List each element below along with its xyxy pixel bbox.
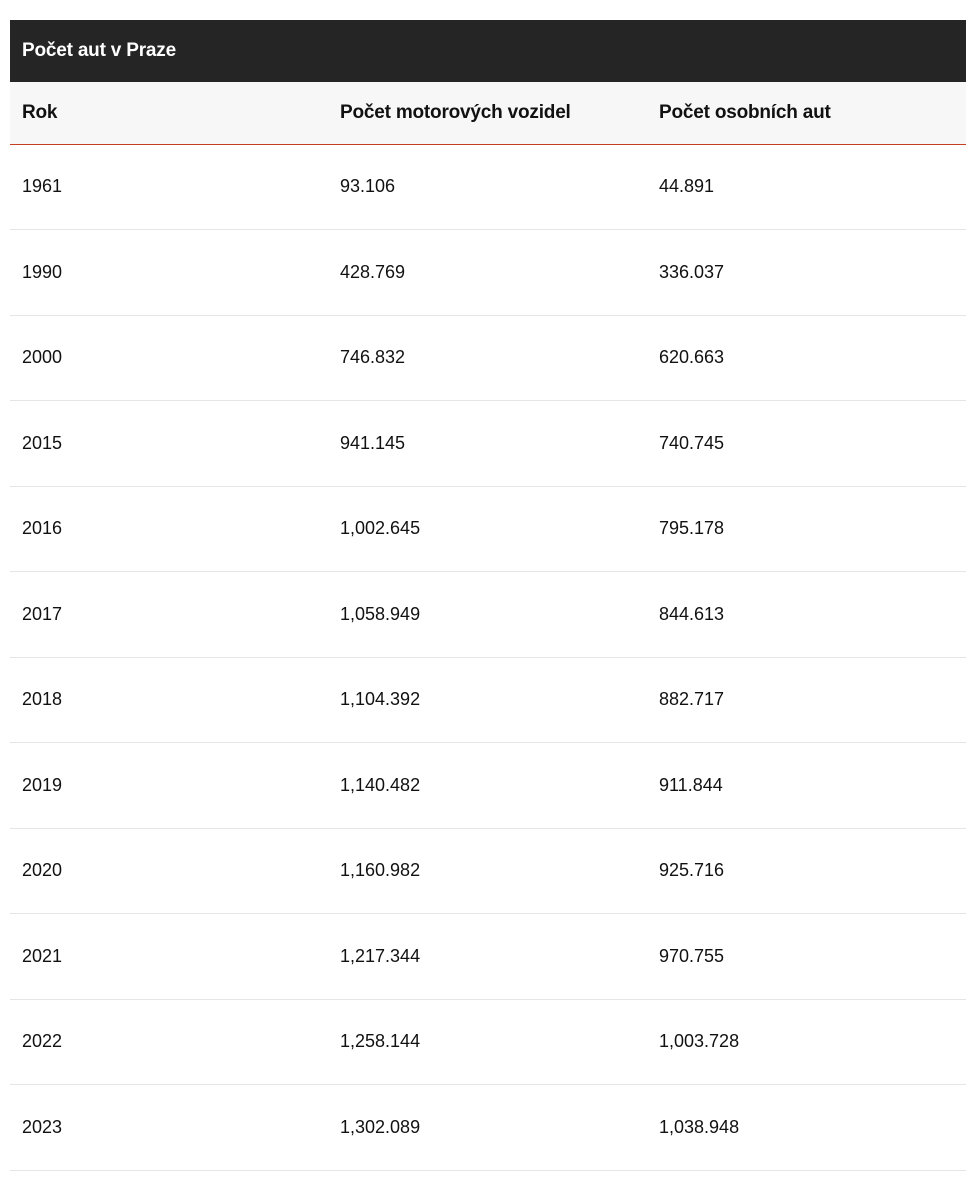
cell-year: 2000 [10, 315, 328, 401]
cell-year: 2023 [10, 1085, 328, 1171]
cell-year: 2019 [10, 743, 328, 829]
cell-motor-vehicles: 746.832 [328, 315, 647, 401]
table-body [10, 144, 966, 1170]
cell-passenger-cars: 336.037 [647, 230, 966, 316]
cell-passenger-cars: 740.745 [647, 401, 966, 487]
cell-passenger-cars: 911.844 [647, 743, 966, 829]
cell-passenger-cars: 925.716 [647, 828, 966, 914]
table-row [10, 572, 966, 658]
table-row [10, 914, 966, 1000]
table-title: Počet aut v Praze [10, 20, 966, 82]
cell-passenger-cars: 795.178 [647, 486, 966, 572]
cell-passenger-cars: 970.755 [647, 914, 966, 1000]
cell-passenger-cars: 1,003.728 [647, 999, 966, 1085]
table-row [10, 486, 966, 572]
data-table [10, 82, 966, 1171]
table-row [10, 315, 966, 401]
cell-year: 2015 [10, 401, 328, 487]
cell-motor-vehicles: 1,058.949 [328, 572, 647, 658]
table-row [10, 1085, 966, 1171]
cell-passenger-cars: 882.717 [647, 657, 966, 743]
table-row [10, 657, 966, 743]
cell-year: 2018 [10, 657, 328, 743]
cell-motor-vehicles: 1,140.482 [328, 743, 647, 829]
cell-passenger-cars: 620.663 [647, 315, 966, 401]
cell-year: 1990 [10, 230, 328, 316]
cell-year: 2022 [10, 999, 328, 1085]
cell-motor-vehicles: 1,258.144 [328, 999, 647, 1085]
cell-passenger-cars: 1,038.948 [647, 1085, 966, 1171]
column-header-motor-vehicles: Počet motorových vozidel [328, 82, 647, 144]
cell-year: 2016 [10, 486, 328, 572]
table-row [10, 828, 966, 914]
cell-motor-vehicles: 941.145 [328, 401, 647, 487]
cell-motor-vehicles: 1,002.645 [328, 486, 647, 572]
table-row [10, 401, 966, 487]
cell-motor-vehicles: 1,104.392 [328, 657, 647, 743]
table-row [10, 230, 966, 316]
cell-passenger-cars: 844.613 [647, 572, 966, 658]
cell-year: 2017 [10, 572, 328, 658]
cell-motor-vehicles: 428.769 [328, 230, 647, 316]
cell-motor-vehicles: 1,160.982 [328, 828, 647, 914]
cell-motor-vehicles: 93.106 [328, 144, 647, 230]
table-row [10, 144, 966, 230]
column-header-passenger-cars: Počet osobních aut [647, 82, 966, 144]
cell-passenger-cars: 44.891 [647, 144, 966, 230]
header-row [10, 82, 966, 144]
table-row [10, 999, 966, 1085]
cell-motor-vehicles: 1,217.344 [328, 914, 647, 1000]
column-header-year: Rok [10, 82, 328, 144]
cell-year: 2021 [10, 914, 328, 1000]
cell-year: 1961 [10, 144, 328, 230]
cell-year: 2020 [10, 828, 328, 914]
cell-motor-vehicles: 1,302.089 [328, 1085, 647, 1171]
table-row [10, 743, 966, 829]
cars-table [10, 20, 966, 1171]
